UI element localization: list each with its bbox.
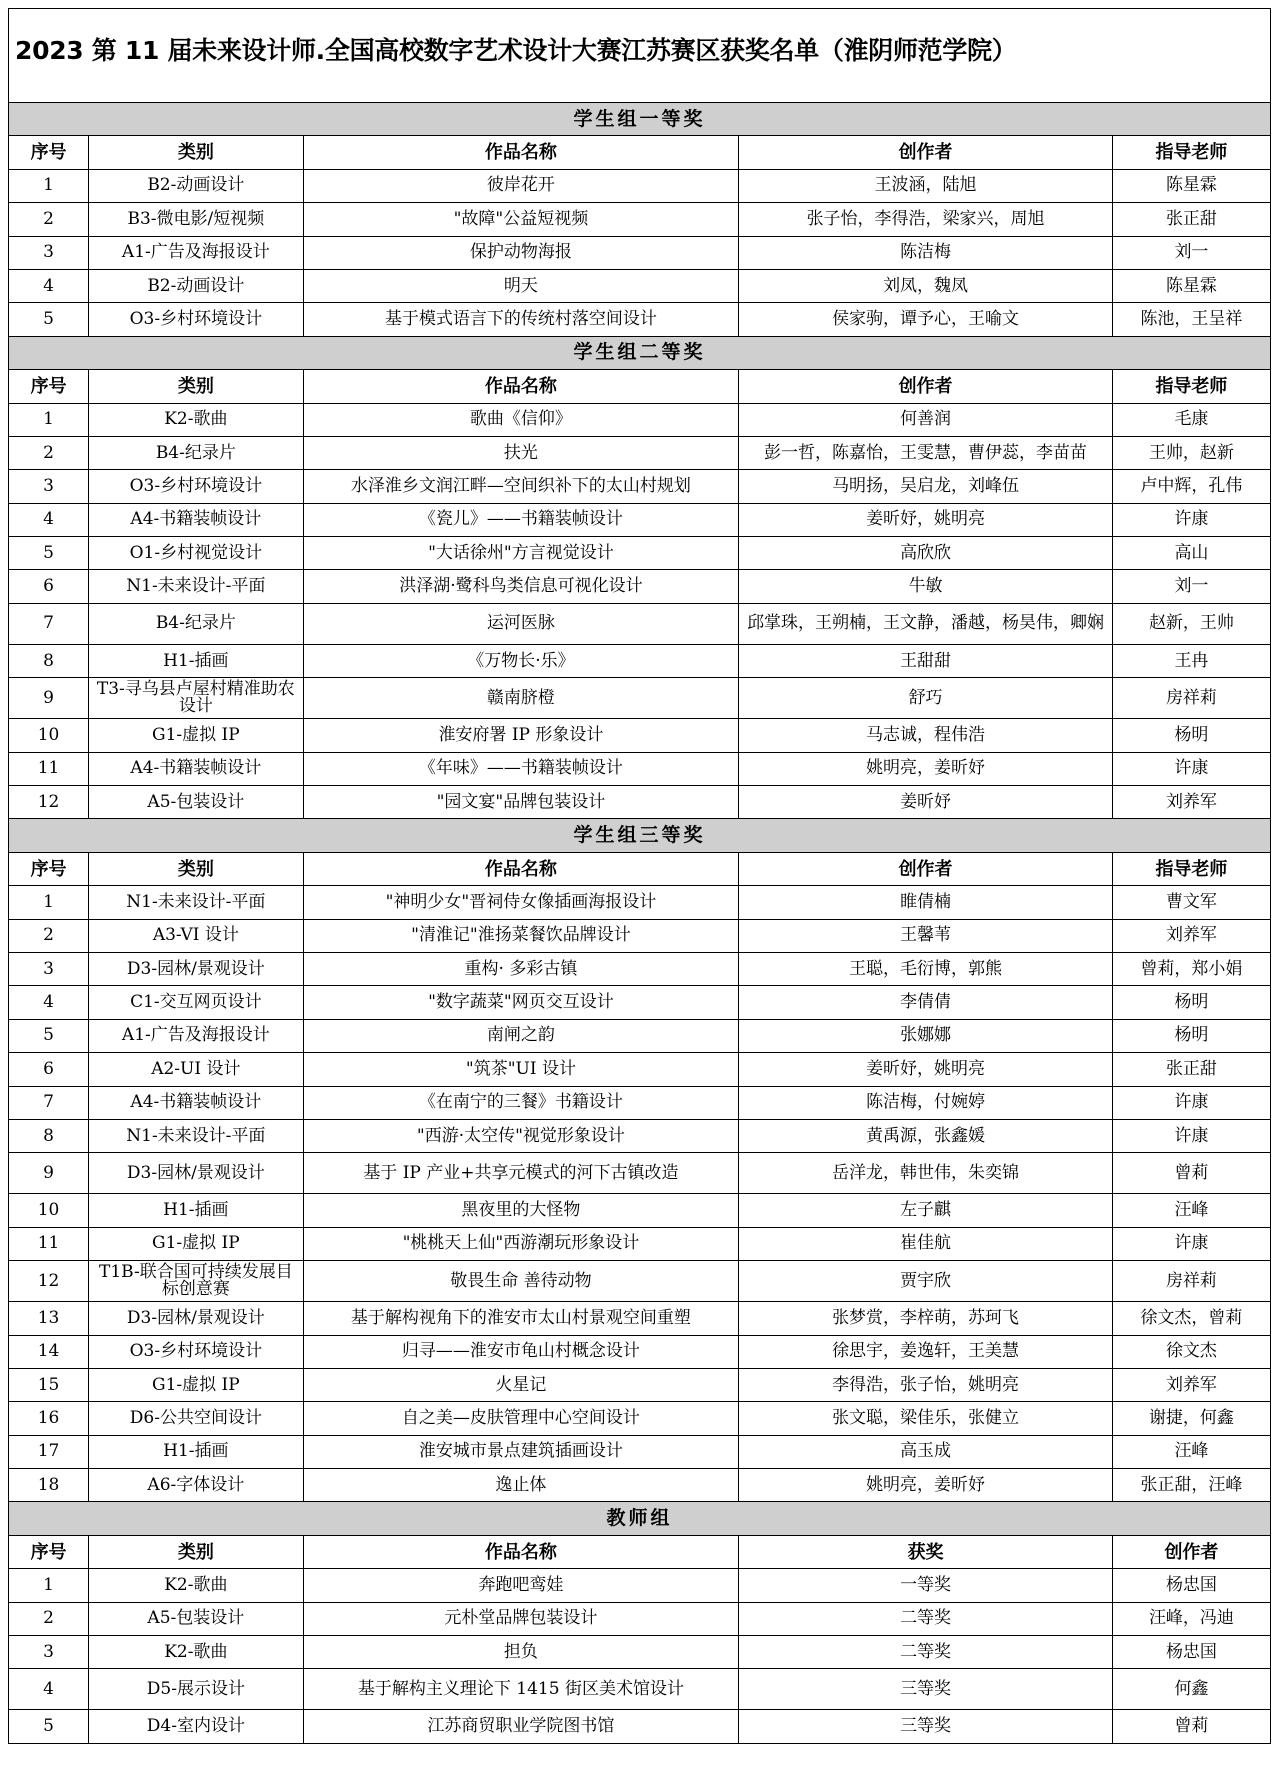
cell-work-title: 基于模式语言下的传统村落空间设计 <box>303 303 739 336</box>
cell-col4: 李倩倩 <box>739 986 1113 1019</box>
cell-serial: 2 <box>9 436 89 469</box>
cell-category: O3-乡村环境设计 <box>89 303 303 336</box>
table-row <box>9 919 1271 952</box>
cell-col5: 刘养军 <box>1112 1368 1270 1401</box>
cell-serial: 5 <box>9 303 89 336</box>
column-header-col4: 创作者 <box>739 136 1113 169</box>
cell-col5: 徐文杰 <box>1112 1335 1270 1368</box>
cell-col4: 陈洁梅，付婉婷 <box>739 1086 1113 1119</box>
cell-category: B2-动画设计 <box>89 169 303 202</box>
cell-category: G1-虚拟 IP <box>89 1227 303 1260</box>
cell-category: K2-歌曲 <box>89 403 303 436</box>
cell-work-title: 《年味》——书籍装帧设计 <box>303 752 739 785</box>
cell-work-title: 担负 <box>303 1636 739 1669</box>
cell-serial: 2 <box>9 1602 89 1635</box>
column-header-col4: 创作者 <box>739 370 1113 403</box>
cell-col5: 许康 <box>1112 1086 1270 1119</box>
cell-serial: 4 <box>9 986 89 1019</box>
cell-work-title: 重构· 多彩古镇 <box>303 952 739 985</box>
cell-work-title: 《万物长·乐》 <box>303 644 739 677</box>
cell-col4: 黄禹源，张鑫媛 <box>739 1119 1113 1152</box>
cell-category: T1B-联合国可持续发展目标创意赛 <box>89 1261 303 1302</box>
cell-category: A2-UI 设计 <box>89 1053 303 1086</box>
cell-col4: 贾宇欣 <box>739 1261 1113 1302</box>
column-header-row <box>9 370 1271 403</box>
column-header-work-title: 作品名称 <box>303 1535 739 1568</box>
cell-col4: 彭一哲，陈嘉怡，王雯慧，曹伊蕊，李苗苗 <box>739 436 1113 469</box>
cell-category: D5-展示设计 <box>89 1669 303 1710</box>
cell-work-title: 南闸之韵 <box>303 1019 739 1052</box>
column-header-serial: 序号 <box>9 1535 89 1568</box>
cell-work-title: 逸止体 <box>303 1469 739 1502</box>
cell-work-title: 基于解构视角下的淮安市太山村景观空间重塑 <box>303 1302 739 1335</box>
cell-col4: 王馨苇 <box>739 919 1113 952</box>
cell-col5: 刘一 <box>1112 570 1270 603</box>
cell-work-title: 运河医脉 <box>303 603 739 644</box>
table-row <box>9 1335 1271 1368</box>
table-row <box>9 1402 1271 1435</box>
column-header-serial: 序号 <box>9 370 89 403</box>
cell-col4: 王波涵，陆旭 <box>739 169 1113 202</box>
table-row <box>9 1227 1271 1260</box>
cell-col5: 王冉 <box>1112 644 1270 677</box>
column-header-col5: 创作者 <box>1112 1535 1270 1568</box>
table-row <box>9 269 1271 302</box>
column-header-serial: 序号 <box>9 136 89 169</box>
award-list-body <box>9 9 1271 1744</box>
cell-serial: 11 <box>9 752 89 785</box>
cell-col4: 姜昕妤 <box>739 786 1113 819</box>
cell-category: D6-公共空间设计 <box>89 1402 303 1435</box>
table-row <box>9 986 1271 1019</box>
cell-col5: 房祥莉 <box>1112 678 1270 719</box>
cell-serial: 8 <box>9 644 89 677</box>
cell-col5: 许康 <box>1112 503 1270 536</box>
section-heading-row <box>9 819 1271 852</box>
cell-serial: 4 <box>9 1669 89 1710</box>
cell-col5: 陈池，王呈祥 <box>1112 303 1270 336</box>
table-row <box>9 203 1271 236</box>
cell-col4: 张子怡，李得浩，梁家兴，周旭 <box>739 203 1113 236</box>
cell-category: N1-未来设计-平面 <box>89 1119 303 1152</box>
cell-serial: 3 <box>9 470 89 503</box>
cell-serial: 8 <box>9 1119 89 1152</box>
column-header-work-title: 作品名称 <box>303 136 739 169</box>
column-header-col4: 创作者 <box>739 852 1113 885</box>
cell-category: N1-未来设计-平面 <box>89 886 303 919</box>
cell-serial: 3 <box>9 1636 89 1669</box>
cell-serial: 13 <box>9 1302 89 1335</box>
cell-work-title: "筑茶"UI 设计 <box>303 1053 739 1086</box>
cell-work-title: 火星记 <box>303 1368 739 1401</box>
cell-col4: 三等奖 <box>739 1710 1113 1743</box>
section-heading-row <box>9 103 1271 136</box>
cell-col5: 杨明 <box>1112 986 1270 1019</box>
cell-serial: 12 <box>9 1261 89 1302</box>
column-header-category: 类别 <box>89 136 303 169</box>
cell-col4: 邱掌珠，王朔楠，王文静，潘越，杨昊伟，卿娴 <box>739 603 1113 644</box>
cell-serial: 1 <box>9 886 89 919</box>
table-row <box>9 1261 1271 1302</box>
cell-serial: 7 <box>9 603 89 644</box>
column-header-col4: 获奖 <box>739 1535 1113 1568</box>
column-header-work-title: 作品名称 <box>303 852 739 885</box>
cell-serial: 1 <box>9 403 89 436</box>
section-heading-row <box>9 1502 1271 1535</box>
cell-work-title: 元朴堂品牌包装设计 <box>303 1602 739 1635</box>
award-list-table <box>8 8 1271 1744</box>
cell-work-title: 洪泽湖·鹭科鸟类信息可视化设计 <box>303 570 739 603</box>
cell-serial: 4 <box>9 503 89 536</box>
cell-col5: 杨忠国 <box>1112 1636 1270 1669</box>
cell-col5: 陈星霖 <box>1112 169 1270 202</box>
cell-category: B2-动画设计 <box>89 269 303 302</box>
cell-work-title: 黑夜里的大怪物 <box>303 1194 739 1227</box>
table-row <box>9 1669 1271 1710</box>
table-row <box>9 1710 1271 1743</box>
table-row <box>9 236 1271 269</box>
cell-category: D3-园林/景观设计 <box>89 1302 303 1335</box>
cell-col4: 王聪，毛衍博，郭熊 <box>739 952 1113 985</box>
cell-col5: 何鑫 <box>1112 1669 1270 1710</box>
cell-category: A5-包装设计 <box>89 1602 303 1635</box>
cell-work-title: 《瓷儿》——书籍装帧设计 <box>303 503 739 536</box>
cell-work-title: "西游·太空传"视觉形象设计 <box>303 1119 739 1152</box>
cell-col4: 睢倩楠 <box>739 886 1113 919</box>
cell-col5: 许康 <box>1112 1227 1270 1260</box>
table-row <box>9 470 1271 503</box>
cell-col5: 杨明 <box>1112 1019 1270 1052</box>
cell-col4: 舒巧 <box>739 678 1113 719</box>
table-row <box>9 169 1271 202</box>
cell-serial: 5 <box>9 1019 89 1052</box>
table-row <box>9 1153 1271 1194</box>
cell-category: D3-园林/景观设计 <box>89 952 303 985</box>
cell-category: H1-插画 <box>89 1435 303 1468</box>
cell-col4: 姚明亮，姜昕妤 <box>739 1469 1113 1502</box>
table-row <box>9 1602 1271 1635</box>
cell-serial: 5 <box>9 1710 89 1743</box>
cell-serial: 10 <box>9 1194 89 1227</box>
column-header-col5: 指导老师 <box>1112 136 1270 169</box>
cell-col4: 二等奖 <box>739 1636 1113 1669</box>
cell-col5: 汪峰 <box>1112 1435 1270 1468</box>
table-row <box>9 1469 1271 1502</box>
cell-col4: 高玉成 <box>739 1435 1113 1468</box>
cell-work-title: "故障"公益短视频 <box>303 203 739 236</box>
cell-col4: 姚明亮，姜昕妤 <box>739 752 1113 785</box>
cell-category: D3-园林/景观设计 <box>89 1153 303 1194</box>
column-header-category: 类别 <box>89 370 303 403</box>
table-row <box>9 644 1271 677</box>
cell-serial: 18 <box>9 1469 89 1502</box>
cell-work-title: 彼岸花开 <box>303 169 739 202</box>
cell-col4: 马明扬，吴启龙，刘峰伍 <box>739 470 1113 503</box>
cell-work-title: "神明少女"晋祠侍女像插画海报设计 <box>303 886 739 919</box>
cell-work-title: 明天 <box>303 269 739 302</box>
table-row <box>9 1569 1271 1602</box>
page-title: 2023 第 11 届未来设计师.全国高校数字艺术设计大赛江苏赛区获奖名单（淮阴师范学院） <box>9 9 1271 103</box>
cell-work-title: "数字蔬菜"网页交互设计 <box>303 986 739 1019</box>
cell-serial: 14 <box>9 1335 89 1368</box>
cell-work-title: 归寻——淮安市龟山村概念设计 <box>303 1335 739 1368</box>
cell-col4: 岳洋龙，韩世伟，朱奕锦 <box>739 1153 1113 1194</box>
cell-category: H1-插画 <box>89 644 303 677</box>
cell-serial: 1 <box>9 169 89 202</box>
table-row <box>9 1019 1271 1052</box>
cell-category: B4-纪录片 <box>89 436 303 469</box>
cell-serial: 6 <box>9 570 89 603</box>
cell-serial: 6 <box>9 1053 89 1086</box>
cell-work-title: "园文宴"品牌包装设计 <box>303 786 739 819</box>
section-title: 学生组二等奖 <box>9 336 1271 369</box>
section-title: 学生组三等奖 <box>9 819 1271 852</box>
table-row <box>9 952 1271 985</box>
table-row <box>9 570 1271 603</box>
cell-work-title: 赣南脐橙 <box>303 678 739 719</box>
section-title: 教师组 <box>9 1502 1271 1535</box>
cell-col5: 刘一 <box>1112 236 1270 269</box>
cell-category: T3-寻乌县卢屋村精准助农设计 <box>89 678 303 719</box>
column-header-category: 类别 <box>89 1535 303 1568</box>
cell-col5: 曾莉 <box>1112 1710 1270 1743</box>
cell-col4: 陈洁梅 <box>739 236 1113 269</box>
cell-category: A6-字体设计 <box>89 1469 303 1502</box>
cell-serial: 17 <box>9 1435 89 1468</box>
cell-col5: 赵新，王帅 <box>1112 603 1270 644</box>
cell-category: B3-微电影/短视频 <box>89 203 303 236</box>
table-row <box>9 752 1271 785</box>
cell-col5: 刘养军 <box>1112 786 1270 819</box>
cell-col4: 张文聪，梁佳乐，张健立 <box>739 1402 1113 1435</box>
table-row <box>9 603 1271 644</box>
table-row <box>9 1119 1271 1152</box>
cell-col5: 房祥莉 <box>1112 1261 1270 1302</box>
column-header-row <box>9 852 1271 885</box>
cell-col4: 侯家驹，谭予心，王喻文 <box>739 303 1113 336</box>
cell-col5: 汪峰 <box>1112 1194 1270 1227</box>
cell-col4: 王甜甜 <box>739 644 1113 677</box>
cell-col5: 刘养军 <box>1112 919 1270 952</box>
cell-serial: 16 <box>9 1402 89 1435</box>
cell-category: A4-书籍装帧设计 <box>89 1086 303 1119</box>
table-row <box>9 1194 1271 1227</box>
cell-serial: 7 <box>9 1086 89 1119</box>
cell-col5: 杨忠国 <box>1112 1569 1270 1602</box>
cell-col4: 三等奖 <box>739 1669 1113 1710</box>
table-row <box>9 719 1271 752</box>
section-heading-row <box>9 336 1271 369</box>
cell-work-title: 歌曲《信仰》 <box>303 403 739 436</box>
cell-col5: 张正甜 <box>1112 1053 1270 1086</box>
cell-col5: 卢中辉，孔伟 <box>1112 470 1270 503</box>
cell-work-title: 扶光 <box>303 436 739 469</box>
cell-category: A3-VI 设计 <box>89 919 303 952</box>
cell-category: A1-广告及海报设计 <box>89 236 303 269</box>
table-row <box>9 1086 1271 1119</box>
table-row <box>9 1053 1271 1086</box>
cell-serial: 15 <box>9 1368 89 1401</box>
table-row <box>9 303 1271 336</box>
cell-col4: 刘凤，魏凤 <box>739 269 1113 302</box>
cell-serial: 1 <box>9 1569 89 1602</box>
cell-col5: 许康 <box>1112 1119 1270 1152</box>
cell-category: A4-书籍装帧设计 <box>89 503 303 536</box>
cell-col4: 张梦赏，李梓萌，苏珂飞 <box>739 1302 1113 1335</box>
cell-col5: 谢捷，何鑫 <box>1112 1402 1270 1435</box>
cell-col5: 许康 <box>1112 752 1270 785</box>
cell-col5: 陈星霖 <box>1112 269 1270 302</box>
cell-col5: 曹文军 <box>1112 886 1270 919</box>
cell-col4: 李得浩，张子怡，姚明亮 <box>739 1368 1113 1401</box>
cell-category: O3-乡村环境设计 <box>89 470 303 503</box>
cell-work-title: 自之美—皮肤管理中心空间设计 <box>303 1402 739 1435</box>
cell-serial: 9 <box>9 1153 89 1194</box>
cell-serial: 10 <box>9 719 89 752</box>
cell-col4: 何善润 <box>739 403 1113 436</box>
cell-serial: 5 <box>9 537 89 570</box>
cell-category: C1-交互网页设计 <box>89 986 303 1019</box>
cell-category: H1-插画 <box>89 1194 303 1227</box>
cell-serial: 2 <box>9 919 89 952</box>
cell-col4: 姜昕妤，姚明亮 <box>739 503 1113 536</box>
cell-category: K2-歌曲 <box>89 1636 303 1669</box>
column-header-row <box>9 136 1271 169</box>
cell-col5: 张正甜，汪峰 <box>1112 1469 1270 1502</box>
table-row <box>9 1368 1271 1401</box>
cell-serial: 2 <box>9 203 89 236</box>
section-title: 学生组一等奖 <box>9 103 1271 136</box>
cell-col4: 左子麒 <box>739 1194 1113 1227</box>
column-header-work-title: 作品名称 <box>303 370 739 403</box>
cell-col5: 毛康 <box>1112 403 1270 436</box>
cell-col5: 杨明 <box>1112 719 1270 752</box>
cell-col4: 高欣欣 <box>739 537 1113 570</box>
cell-col4: 崔佳航 <box>739 1227 1113 1260</box>
cell-work-title: 水泽淮乡文润江畔—空间织补下的太山村规划 <box>303 470 739 503</box>
table-row <box>9 436 1271 469</box>
cell-col5: 汪峰，冯迪 <box>1112 1602 1270 1635</box>
cell-category: A1-广告及海报设计 <box>89 1019 303 1052</box>
title-row <box>9 9 1271 103</box>
cell-work-title: 敬畏生命 善待动物 <box>303 1261 739 1302</box>
column-header-col5: 指导老师 <box>1112 852 1270 885</box>
cell-category: N1-未来设计-平面 <box>89 570 303 603</box>
cell-serial: 4 <box>9 269 89 302</box>
cell-work-title: 《在南宁的三餐》书籍设计 <box>303 1086 739 1119</box>
cell-col4: 姜昕妤，姚明亮 <box>739 1053 1113 1086</box>
cell-serial: 11 <box>9 1227 89 1260</box>
cell-category: D4-室内设计 <box>89 1710 303 1743</box>
cell-category: A4-书籍装帧设计 <box>89 752 303 785</box>
table-row <box>9 678 1271 719</box>
cell-work-title: 保护动物海报 <box>303 236 739 269</box>
cell-category: B4-纪录片 <box>89 603 303 644</box>
cell-col4: 一等奖 <box>739 1569 1113 1602</box>
table-row <box>9 1636 1271 1669</box>
cell-category: O3-乡村环境设计 <box>89 1335 303 1368</box>
cell-work-title: 淮安府署 IP 形象设计 <box>303 719 739 752</box>
cell-work-title: "桃桃天上仙"西游潮玩形象设计 <box>303 1227 739 1260</box>
cell-serial: 9 <box>9 678 89 719</box>
cell-work-title: 基于 IP 产业+共享元模式的河下古镇改造 <box>303 1153 739 1194</box>
cell-col4: 二等奖 <box>739 1602 1113 1635</box>
cell-col4: 徐思宇，姜逸轩，王美慧 <box>739 1335 1113 1368</box>
table-row <box>9 1435 1271 1468</box>
table-row <box>9 503 1271 536</box>
cell-category: G1-虚拟 IP <box>89 1368 303 1401</box>
cell-work-title: 奔跑吧鸾娃 <box>303 1569 739 1602</box>
cell-col4: 张娜娜 <box>739 1019 1113 1052</box>
column-header-col5: 指导老师 <box>1112 370 1270 403</box>
cell-col5: 曾莉 <box>1112 1153 1270 1194</box>
cell-serial: 12 <box>9 786 89 819</box>
table-row <box>9 403 1271 436</box>
cell-col4: 牛敏 <box>739 570 1113 603</box>
table-row <box>9 537 1271 570</box>
cell-col5: 张正甜 <box>1112 203 1270 236</box>
cell-category: O1-乡村视觉设计 <box>89 537 303 570</box>
cell-col5: 曾莉，郑小娟 <box>1112 952 1270 985</box>
cell-col5: 王帅，赵新 <box>1112 436 1270 469</box>
table-row <box>9 886 1271 919</box>
cell-serial: 3 <box>9 236 89 269</box>
cell-work-title: 江苏商贸职业学院图书馆 <box>303 1710 739 1743</box>
cell-category: G1-虚拟 IP <box>89 719 303 752</box>
cell-col4: 马志诚，程伟浩 <box>739 719 1113 752</box>
cell-serial: 3 <box>9 952 89 985</box>
cell-work-title: "清淮记"淮扬菜餐饮品牌设计 <box>303 919 739 952</box>
column-header-category: 类别 <box>89 852 303 885</box>
cell-work-title: 基于解构主义理论下 1415 街区美术馆设计 <box>303 1669 739 1710</box>
cell-work-title: "大话徐州"方言视觉设计 <box>303 537 739 570</box>
table-row <box>9 1302 1271 1335</box>
table-row <box>9 786 1271 819</box>
cell-category: K2-歌曲 <box>89 1569 303 1602</box>
column-header-row <box>9 1535 1271 1568</box>
cell-category: A5-包装设计 <box>89 786 303 819</box>
cell-work-title: 淮安城市景点建筑插画设计 <box>303 1435 739 1468</box>
column-header-serial: 序号 <box>9 852 89 885</box>
cell-col5: 徐文杰，曾莉 <box>1112 1302 1270 1335</box>
cell-col5: 高山 <box>1112 537 1270 570</box>
